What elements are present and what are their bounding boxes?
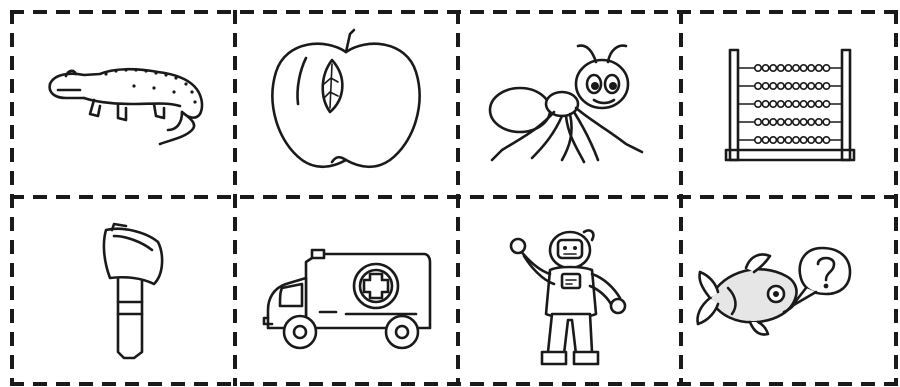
abacus-bead xyxy=(762,65,768,71)
abacus-bead xyxy=(816,65,822,71)
abacus-bead xyxy=(762,119,768,125)
card-fish-question xyxy=(680,202,900,382)
abacus-bead xyxy=(770,65,776,71)
abacus-bead xyxy=(823,137,829,143)
abacus-bead xyxy=(823,83,829,89)
abacus-bead xyxy=(762,137,768,143)
abacus-bead xyxy=(793,83,799,89)
abacus-bead xyxy=(770,137,776,143)
abacus-bead xyxy=(778,119,784,125)
abacus-bead xyxy=(816,83,822,89)
abacus-bead xyxy=(800,65,806,71)
abacus-bead xyxy=(793,65,799,71)
astronaut-icon xyxy=(458,202,678,382)
abacus-bead xyxy=(755,83,761,89)
abacus-bead xyxy=(793,101,799,107)
abacus-bead xyxy=(793,137,799,143)
abacus-bead xyxy=(800,137,806,143)
abacus-bead xyxy=(800,83,806,89)
abacus-bead xyxy=(793,119,799,125)
abacus-bead xyxy=(755,101,761,107)
card-axe xyxy=(14,202,234,382)
card-apple xyxy=(236,12,456,192)
abacus-bead xyxy=(755,137,761,143)
card-abacus xyxy=(680,12,900,192)
abacus-bead xyxy=(778,83,784,89)
abacus-bead xyxy=(823,101,829,107)
ambulance-icon xyxy=(236,202,456,382)
abacus-bead xyxy=(800,119,806,125)
abacus-bead xyxy=(808,83,814,89)
abacus-bead xyxy=(770,83,776,89)
abacus-bead xyxy=(808,137,814,143)
abacus-bead xyxy=(785,65,791,71)
abacus-bead xyxy=(755,65,761,71)
abacus-bead xyxy=(816,137,822,143)
card-astronaut xyxy=(458,202,678,382)
card-alligator xyxy=(14,12,234,192)
abacus-bead xyxy=(808,101,814,107)
abacus-bead xyxy=(785,101,791,107)
abacus-bead xyxy=(778,137,784,143)
abacus-bead xyxy=(778,101,784,107)
abacus-bead xyxy=(808,65,814,71)
abacus-bead xyxy=(816,101,822,107)
fish-question-icon xyxy=(680,202,900,382)
abacus-bead xyxy=(785,119,791,125)
alligator-icon xyxy=(14,12,234,192)
abacus-bead xyxy=(762,101,768,107)
abacus-bead xyxy=(823,119,829,125)
abacus-bead xyxy=(823,65,829,71)
abacus-bead xyxy=(785,83,791,89)
abacus-bead xyxy=(770,101,776,107)
abacus-bead xyxy=(785,137,791,143)
card-ant xyxy=(458,12,678,192)
abacus-bead xyxy=(762,83,768,89)
abacus-bead xyxy=(800,101,806,107)
abacus-bead xyxy=(770,119,776,125)
abacus-bead xyxy=(778,65,784,71)
apple-icon xyxy=(236,12,456,192)
abacus-icon xyxy=(680,12,900,192)
abacus-bead xyxy=(755,119,761,125)
abacus-bead xyxy=(816,119,822,125)
card-ambulance xyxy=(236,202,456,382)
abacus-bead xyxy=(808,119,814,125)
axe-icon xyxy=(14,202,234,382)
ant-icon xyxy=(458,12,678,192)
